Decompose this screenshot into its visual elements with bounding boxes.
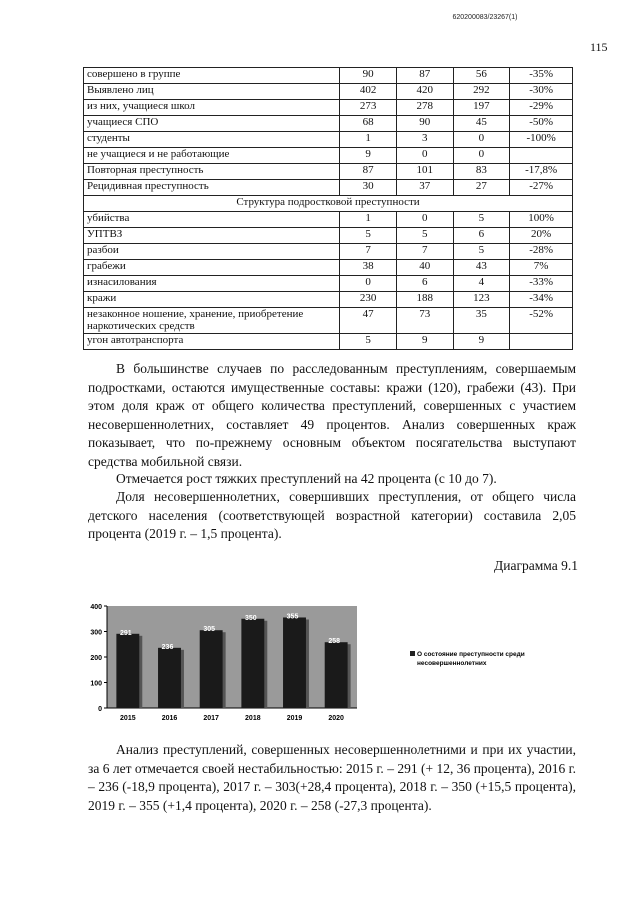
data-label: 355 bbox=[286, 613, 299, 621]
paragraph-analysis bbox=[88, 741, 576, 815]
cell-pct: 7% bbox=[510, 260, 573, 276]
table-row bbox=[84, 260, 573, 276]
cell-v3: 27 bbox=[453, 180, 510, 196]
x-tick-label: 2016 bbox=[161, 715, 178, 722]
table-row bbox=[84, 292, 573, 308]
page-number: 115 bbox=[590, 40, 608, 54]
section-title: Структура подростковой преступности bbox=[84, 196, 573, 212]
y-tick-label: 100 bbox=[90, 680, 102, 688]
table-section-header bbox=[84, 196, 573, 212]
cell-v1: 90 bbox=[340, 68, 397, 84]
data-label: 350 bbox=[244, 614, 257, 622]
cell-v2: 3 bbox=[396, 132, 453, 148]
paragraph-text: В большинстве случаев по расследованным преступлениям, совершаемым подростками, остаются имущественные составы: кражи (120), грабежи (43). При этом доля краж от общего количества преступлений, совершенных с участием несовершеннолетних, составляет 49 процентов. Анализ совершенных краж показывает, что по-прежнему основным объектом посягательства выступают средства мобильной связи. bbox=[88, 361, 576, 469]
table-row bbox=[84, 212, 573, 228]
legend-swatch bbox=[410, 651, 415, 656]
cell-v3: 6 bbox=[453, 228, 510, 244]
table-row bbox=[84, 164, 573, 180]
table-row bbox=[84, 244, 573, 260]
cell-pct bbox=[510, 334, 573, 350]
cell-v1: 47 bbox=[340, 308, 397, 334]
cell-v2: 5 bbox=[396, 228, 453, 244]
cell-v3: 0 bbox=[453, 132, 510, 148]
cell-v3: 0 bbox=[453, 148, 510, 164]
cell-pct: -52% bbox=[510, 308, 573, 334]
cell-pct: -33% bbox=[510, 276, 573, 292]
cell-v2: 6 bbox=[396, 276, 453, 292]
cell-pct bbox=[510, 148, 573, 164]
document-id: 620200083/23267(1) bbox=[452, 14, 518, 21]
cell-v2: 0 bbox=[396, 212, 453, 228]
cell-v3: 5 bbox=[453, 212, 510, 228]
cell-label: грабежи bbox=[84, 260, 340, 276]
cell-v2: 101 bbox=[396, 164, 453, 180]
cell-v3: 43 bbox=[453, 260, 510, 276]
bar bbox=[200, 630, 223, 708]
cell-label: студенты bbox=[84, 132, 340, 148]
cell-v1: 9 bbox=[340, 148, 397, 164]
cell-label: Выявлено лиц bbox=[84, 84, 340, 100]
paragraph-property-crimes bbox=[88, 360, 576, 471]
cell-v1: 5 bbox=[340, 334, 397, 350]
cell-v2: 37 bbox=[396, 180, 453, 196]
paragraph-share-minors bbox=[88, 488, 576, 544]
cell-label: Повторная преступность bbox=[84, 164, 340, 180]
table-row bbox=[84, 116, 573, 132]
paragraph-text: Отмечается рост тяжких преступлений на 42 процента (с 10 до 7). bbox=[116, 471, 497, 486]
cell-v1: 68 bbox=[340, 116, 397, 132]
cell-label: не учащиеся и не работающие bbox=[84, 148, 340, 164]
y-tick-label: 200 bbox=[90, 655, 102, 662]
cell-pct: 20% bbox=[510, 228, 573, 244]
cell-label: незаконное ношение, хранение, приобретение наркотических средств bbox=[84, 308, 340, 334]
cell-pct: -50% bbox=[510, 116, 573, 132]
cell-label: Рецидивная преступность bbox=[84, 180, 340, 196]
table-row bbox=[84, 334, 573, 350]
cell-v3: 45 bbox=[453, 116, 510, 132]
cell-pct: 100% bbox=[510, 212, 573, 228]
cell-v2: 87 bbox=[396, 68, 453, 84]
legend-label: О состояние преступности среди bbox=[417, 651, 525, 658]
cell-label: УПТВЗ bbox=[84, 228, 340, 244]
bar bbox=[325, 642, 348, 708]
cell-v3: 123 bbox=[453, 292, 510, 308]
cell-v2: 40 bbox=[396, 260, 453, 276]
cell-label: совершено в группе bbox=[84, 68, 340, 84]
cell-label: разбои bbox=[84, 244, 340, 260]
cell-label: убийства bbox=[84, 212, 340, 228]
x-tick-label: 2017 bbox=[203, 715, 219, 722]
cell-v3: 9 bbox=[453, 334, 510, 350]
cell-pct: -100% bbox=[510, 132, 573, 148]
cell-v3: 4 bbox=[453, 276, 510, 292]
table-row bbox=[84, 308, 573, 334]
cell-v2: 420 bbox=[396, 84, 453, 100]
cell-v3: 197 bbox=[453, 100, 510, 116]
cell-v1: 273 bbox=[340, 100, 397, 116]
cell-pct: -29% bbox=[510, 100, 573, 116]
legend-label-continued: несовершеннолетних bbox=[417, 660, 487, 667]
data-label: 291 bbox=[119, 629, 132, 637]
cell-v2: 188 bbox=[396, 292, 453, 308]
cell-v3: 292 bbox=[453, 84, 510, 100]
table-row bbox=[84, 68, 573, 84]
cell-v2: 73 bbox=[396, 308, 453, 334]
cell-v2: 0 bbox=[396, 148, 453, 164]
cell-v3: 5 bbox=[453, 244, 510, 260]
data-label: 258 bbox=[328, 638, 341, 646]
cell-pct: -34% bbox=[510, 292, 573, 308]
x-tick-label: 2018 bbox=[245, 715, 261, 722]
cell-v3: 83 bbox=[453, 164, 510, 180]
cell-v2: 278 bbox=[396, 100, 453, 116]
cell-v1: 30 bbox=[340, 180, 397, 196]
bar bbox=[116, 634, 139, 708]
paragraph-serious-crimes bbox=[88, 470, 576, 489]
cell-v1: 38 bbox=[340, 260, 397, 276]
y-tick-label: 0 bbox=[98, 706, 102, 713]
cell-pct: -27% bbox=[510, 180, 573, 196]
cell-pct: -35% bbox=[510, 68, 573, 84]
paragraph-text: Доля несовершеннолетних, совершивших преступления, от общего числа детского населения (соответствующей возрастной категории) составила 2,05 процента (2019 г. – 1,5 процента). bbox=[88, 489, 576, 541]
table-row bbox=[84, 148, 573, 164]
cell-pct: -28% bbox=[510, 244, 573, 260]
table-row bbox=[84, 100, 573, 116]
cell-v1: 1 bbox=[340, 132, 397, 148]
cell-v1: 1 bbox=[340, 212, 397, 228]
y-tick-label: 300 bbox=[90, 629, 102, 637]
cell-v1: 7 bbox=[340, 244, 397, 260]
chart-svg bbox=[85, 598, 575, 733]
cell-label: из них, учащиеся школ bbox=[84, 100, 340, 116]
table-row bbox=[84, 132, 573, 148]
diagram-title: Диаграмма 9.1 bbox=[494, 558, 578, 573]
table-row bbox=[84, 228, 573, 244]
crime-statistics-table bbox=[83, 67, 573, 350]
x-tick-label: 2020 bbox=[328, 715, 344, 722]
cell-v3: 35 bbox=[453, 308, 510, 334]
data-label: 305 bbox=[203, 626, 216, 634]
plot-area bbox=[107, 606, 357, 708]
cell-v2: 90 bbox=[396, 116, 453, 132]
cell-v2: 9 bbox=[396, 334, 453, 350]
y-tick-label: 400 bbox=[90, 604, 102, 611]
cell-v1: 402 bbox=[340, 84, 397, 100]
table-row bbox=[84, 180, 573, 196]
x-tick-label: 2019 bbox=[286, 715, 303, 722]
cell-label: изнасилования bbox=[84, 276, 340, 292]
cell-v1: 0 bbox=[340, 276, 397, 292]
paragraph-text: Анализ преступлений, совершенных несовершеннолетними и при их участии, за 6 лет отмечается своей нестабильностью: 2015 г. – 291 (+ 12, 36 процента), 2016 г. – 236 (-18,9 процента), 2017 г. – 303(+28,4 процента), 2018 г. – 350 (+15,5 процента), 2019 г. – 355 (+1,4 процента), 2020 г. – 258 (-27,3 процента). bbox=[88, 742, 576, 813]
bar bbox=[158, 648, 181, 708]
cell-label: учащиеся СПО bbox=[84, 116, 340, 132]
table-row bbox=[84, 84, 573, 100]
bar bbox=[283, 617, 306, 708]
cell-label: угон автотранспорта bbox=[84, 334, 340, 350]
x-tick-label: 2015 bbox=[120, 715, 136, 722]
cell-v1: 87 bbox=[340, 164, 397, 180]
cell-pct: -17,8% bbox=[510, 164, 573, 180]
data-label: 236 bbox=[161, 643, 174, 651]
bar bbox=[241, 619, 264, 708]
table-row bbox=[84, 276, 573, 292]
cell-v2: 7 bbox=[396, 244, 453, 260]
bar-chart bbox=[85, 598, 575, 733]
cell-v3: 56 bbox=[453, 68, 510, 84]
cell-label: кражи bbox=[84, 292, 340, 308]
cell-v1: 230 bbox=[340, 292, 397, 308]
cell-pct: -30% bbox=[510, 84, 573, 100]
cell-v1: 5 bbox=[340, 228, 397, 244]
